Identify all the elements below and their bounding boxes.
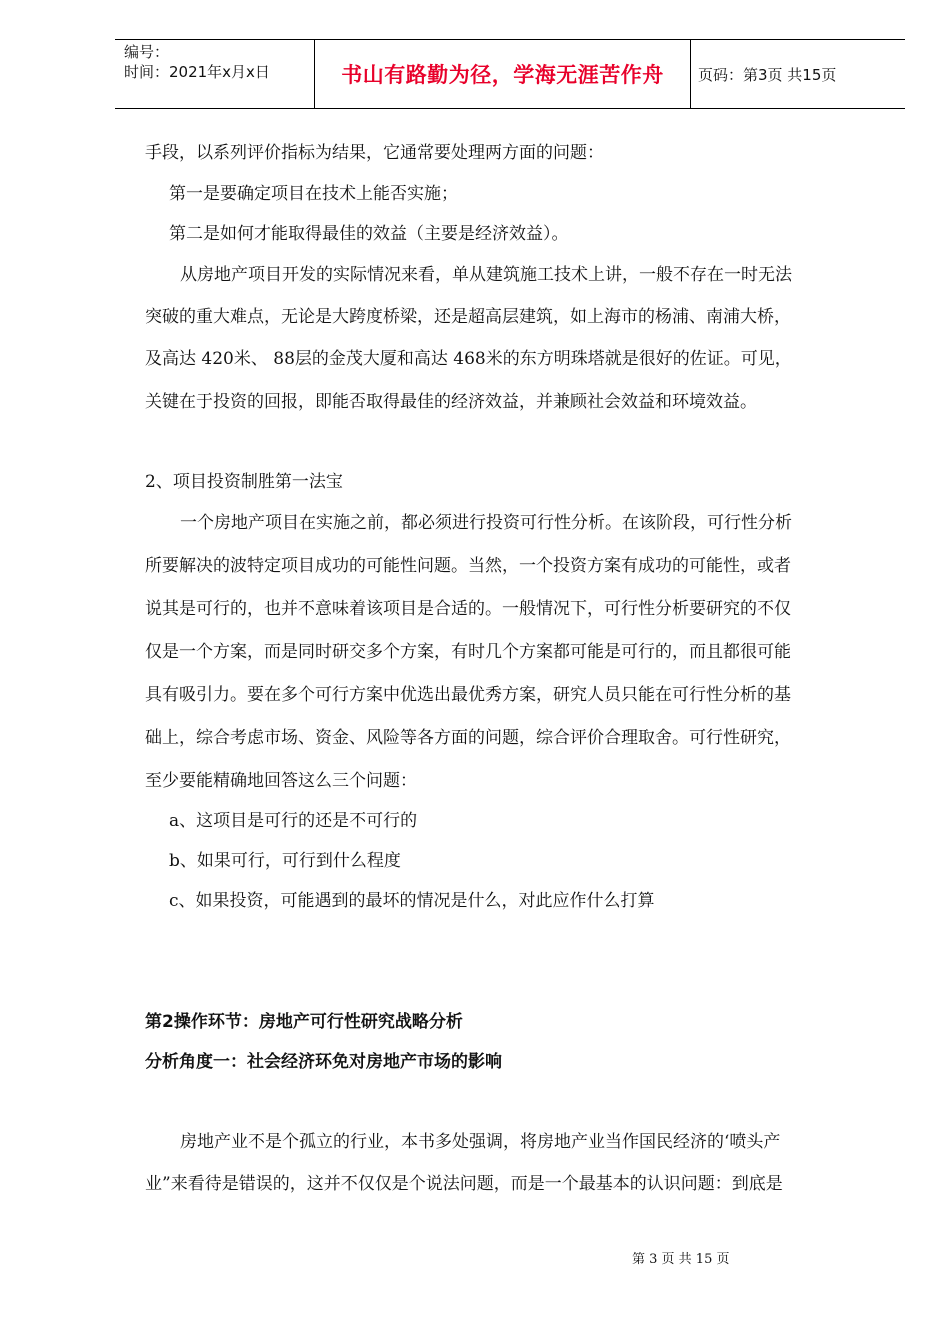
header-motto: 书山有路勤为径，学海无涯苦作舟 — [341, 63, 664, 87]
paragraph-line: 础上，综合考虑市场、资金、风险等各方面的问题，综合评价合理取舍。可行性研究， — [145, 728, 791, 748]
document-number-label: 编号： — [124, 43, 170, 61]
paragraph-line: 手段，以系列评价指标为结果，它通常要处理两方面的问题： — [145, 143, 604, 163]
paragraph-line: 至少要能精确地回答这么三个问题： — [145, 771, 417, 791]
list-item: a、这项目是可行的还是不可行的 — [169, 811, 418, 831]
paragraph-line: 第一是要确定项目在技术上能否实施； — [169, 184, 458, 204]
paragraph-line: 一个房地产项目在实施之前，都必须进行投资可行性分析。在该阶段，可行性分析 — [180, 513, 792, 533]
list-item: c、如果投资，可能遇到的最坏的情况是什么，对此应作什么打算 — [169, 891, 655, 911]
paragraph-line: 房地产业不是个孤立的行业，本书多处强调，将房地产业当作国民经济的‘喷头产 — [180, 1132, 781, 1152]
paragraph-line: 说其是可行的，也并不意味着该项目是合适的。一般情况下，可行性分析要研究的不仅 — [145, 599, 791, 619]
paragraph-line: 及高达 420米、 88层的金茂大厦和高达 468米的东方明珠塔就是很好的佐证。可见， — [145, 349, 792, 369]
section-heading: 2、项目投资制胜第一法宝 — [145, 472, 343, 492]
footer-page-number: 第 3 页 共 15 页 — [632, 1252, 730, 1267]
header-motto-cell — [315, 40, 691, 108]
bold-heading: 分析角度一：社会经济环免对房地产市场的影响 — [145, 1052, 502, 1072]
header-page-info: 页码：第3页 共15页 — [698, 65, 837, 84]
paragraph-line: 仅是一个方案，而是同时研交多个方案，有时几个方案都可能是可行的，而且都很可能 — [145, 642, 791, 662]
paragraph-line: 业”来看待是错误的，这并不仅仅是个说法问题，而是一个最基本的认识问题：到底是 — [145, 1174, 783, 1194]
paragraph-line: 第二是如何才能取得最佳的效益（主要是经济效益）。 — [169, 224, 569, 244]
header-meta-cell — [115, 40, 315, 108]
page-header — [115, 39, 905, 109]
bold-heading: 第2操作环节：房地产可行性研究战略分析 — [145, 1012, 463, 1032]
list-item: b、如果可行，可行到什么程度 — [169, 851, 401, 871]
document-time-label: 时间：2021年x月x日 — [124, 63, 270, 81]
paragraph-line: 突破的重大难点，无论是大跨度桥梁，还是超高层建筑，如上海市的杨浦、南浦大桥， — [145, 307, 791, 327]
paragraph-line: 所要解决的波特定项目成功的可能性问题。当然，一个投资方案有成功的可能性，或者 — [145, 556, 791, 576]
paragraph-line: 关键在于投资的回报，即能否取得最佳的经济效益，并兼顾社会效益和环境效益。 — [145, 392, 757, 412]
paragraph-line: 具有吸引力。要在多个可行方案中优选出最优秀方案，研究人员只能在可行性分析的基 — [145, 685, 791, 705]
paragraph-line: 从房地产项目开发的实际情况来看，单从建筑施工技术上讲，一般不存在一时无法 — [180, 265, 792, 285]
header-page-cell — [690, 40, 905, 108]
